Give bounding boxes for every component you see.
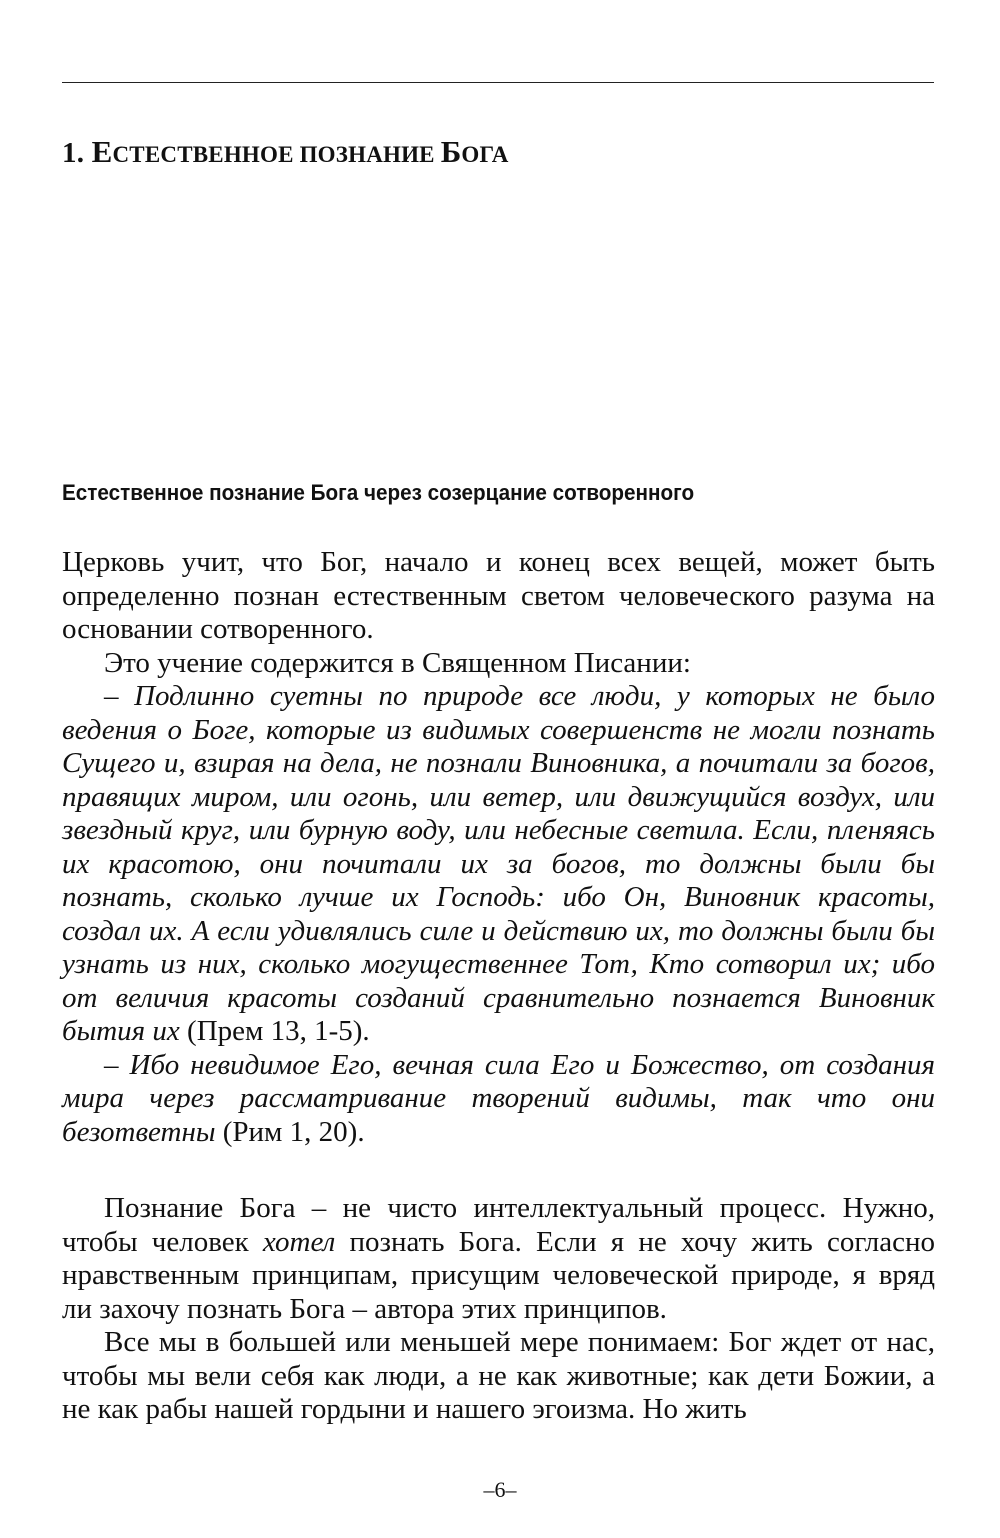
second-text-block — [62, 1192, 935, 1427]
chapter-title — [62, 132, 509, 175]
paragraph-knowledge-part-a: Познание Бога – не чисто интеллектуальный процесс. Нужно, чтобы человек — [62, 1192, 935, 1258]
chapter-title-part-2: ОГА — [461, 142, 509, 167]
top-rule — [62, 82, 934, 83]
quote-romans-reference: (Рим 1, 20). — [215, 1115, 365, 1148]
quote-romans — [62, 1049, 935, 1150]
main-text-block — [62, 546, 935, 1149]
chapter-title-part-1: СТЕСТВЕННОЕ ПОЗНАНИЕ — [112, 142, 441, 167]
quote-wisdom-reference: (Прем 13, 1-5). — [179, 1015, 370, 1047]
paragraph-church-teaching: Церковь учит, что Бог, начало и конец всех вещей, может быть определенно познан естественным светом человеческого разума на основании сотворенного. — [62, 546, 935, 645]
paragraph-children-of-god: Все мы в большей или меньшей мере понимаем: Бог ждет от нас, чтобы мы вели себя как люди, а не как животные; как дети Божии, а не как рабы нашей гордыни и нашего эгоизма. Но жить — [62, 1326, 935, 1425]
quote-wisdom-text: – Подлинно суетны по природе все люди, у которых не было ведения о Боге, которые из видимых совершенств не могли познать Сущего и, взирая на дела, не познали Виновника, а почитали за богов, правящих миром, или огонь, или ветер, или движущийся воздух, или звездный круг, или бурную воду, или небесные светила. Если, пленяясь их красотою, они почитали их за богов, то должны были бы познать, сколько лучше их Господь: ибо Он, Виновник красоты, создал их. А если удивлялись силе и действию их, то должны были бы узнать из них, сколько могущественнее Тот, Кто сотворил их; ибо от величия красоты созданий сравнительно познается Виновник бытия их — [62, 680, 935, 1047]
paragraph-knowledge-of-god — [62, 1192, 935, 1326]
chapter-title-initial-b: Б — [440, 134, 462, 169]
chapter-title-initial-e: Е — [91, 134, 113, 169]
paragraph-knowledge-part-b: познать Бога. Если я не хочу жить согласно нравственным принципам, присущим человеческой природе, я вряд ли захочу познать Бога – автора этих принципов. — [62, 1225, 935, 1325]
quote-romans-text: – Ибо невидимое Его, вечная сила Его и Божество, от создания мира через рассматривание творений видимы, так что они безответны — [62, 1048, 935, 1148]
section-heading: Естественное познание Бога через созерцание сотворенного — [62, 480, 695, 505]
page-number: –6– — [483, 1477, 517, 1502]
paragraph-scripture-intro: Это учение содержится в Священном Писании: — [104, 646, 691, 679]
emphasis-wanted: хотел — [262, 1225, 336, 1258]
chapter-number: 1. — [62, 137, 85, 169]
quote-wisdom — [62, 680, 935, 1049]
